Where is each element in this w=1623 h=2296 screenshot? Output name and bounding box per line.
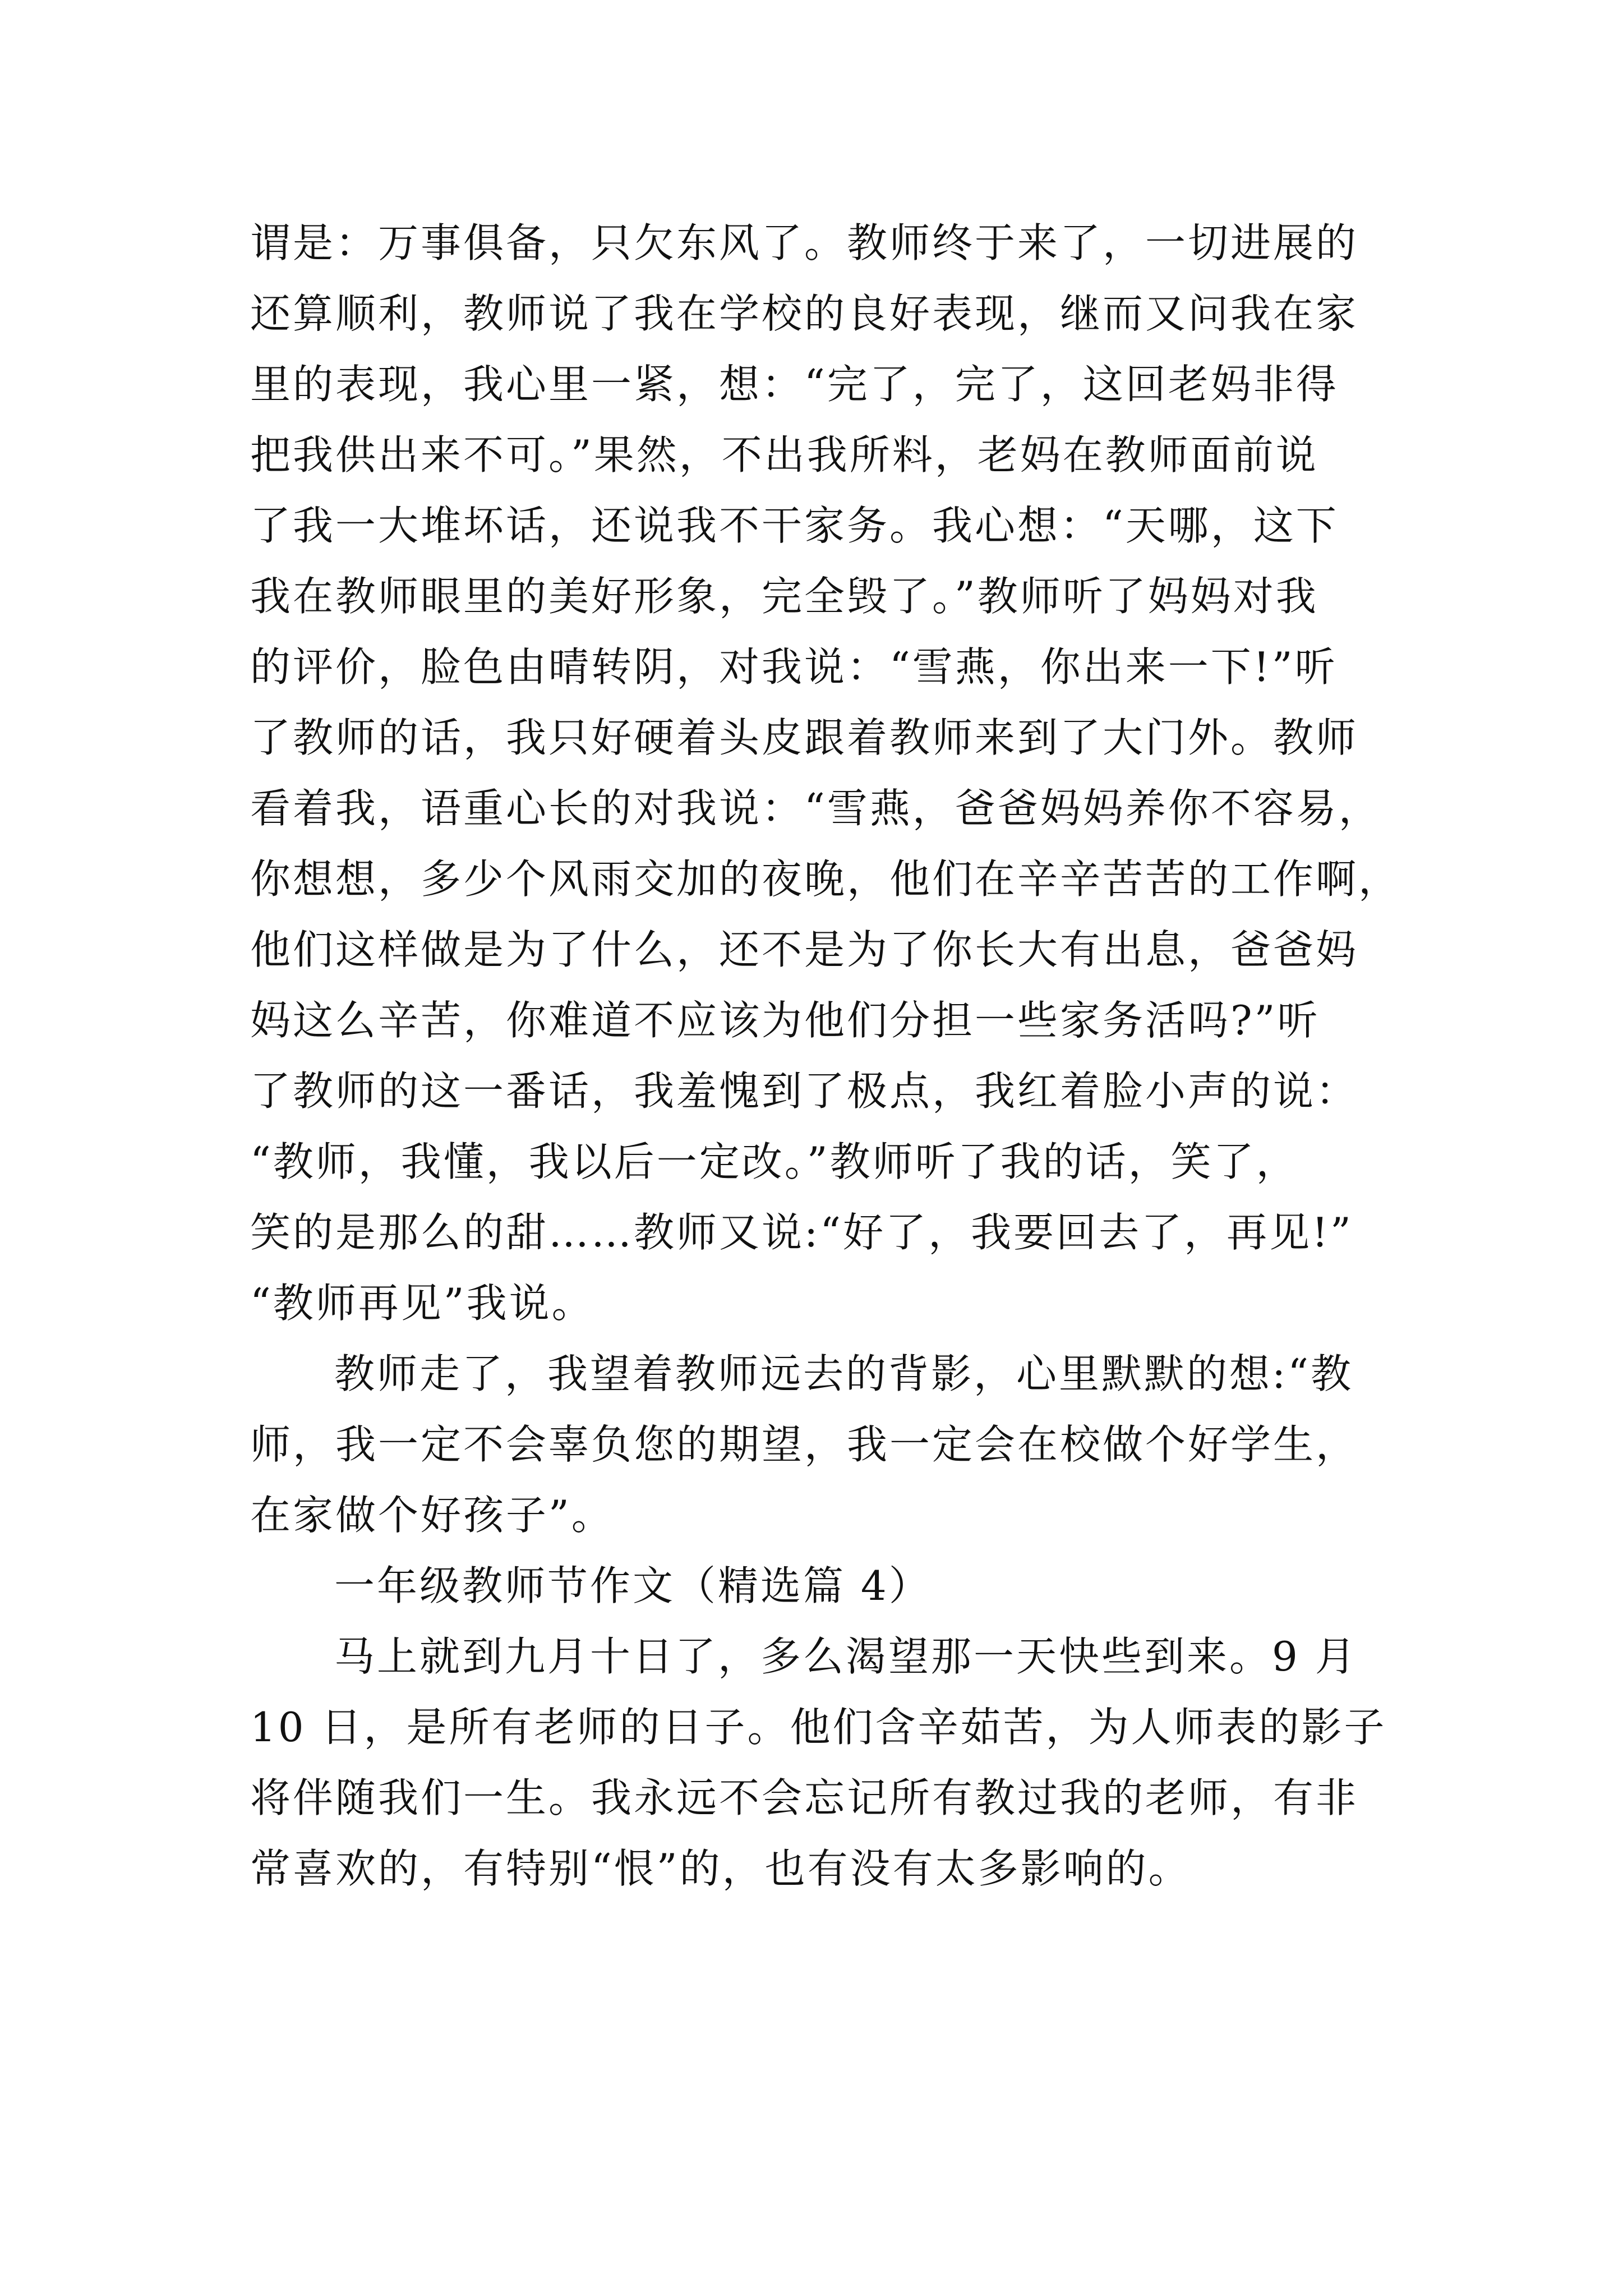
text-line: 里的表现，我心里一紧，想：“完了，完了，这回老妈非得	[250, 361, 1339, 408]
text-line: 常喜欢的，有特别“恨”的，也有没有太多影响的。	[250, 1845, 1191, 1892]
text-line: 了教师的话，我只好硬着头皮跟着教师来到了大门外。教师	[250, 714, 1359, 761]
section-heading: 一年级教师节作文（精选篇 4）	[334, 1562, 932, 1609]
text-line: 师，我一定不会辜负您的期望，我一定会在校做个好学生，	[250, 1421, 1359, 1468]
text-line: “教师再见”我说。	[250, 1280, 594, 1327]
text-line: 他们这样做是为了什么，还不是为了你长大有出息，爸爸妈	[250, 926, 1359, 973]
text-line: 谓是：万事俱备，只欠东风了。教师终于来了，一切进展的	[250, 219, 1359, 266]
paragraph-start-line: 教师走了，我望着教师远去的背影，心里默默的想:“教	[334, 1350, 1354, 1397]
text-line: 10 日，是所有老师的日子。他们含辛茹苦，为人师表的影子	[250, 1704, 1387, 1751]
text-line: 看着我，语重心长的对我说：“雪燕，爸爸妈妈养你不容易，	[250, 785, 1381, 832]
text-line: 在家做个好孩子”。	[250, 1492, 614, 1539]
text-line: “教师，我懂，我以后一定改。”教师听了我的话，笑了，	[250, 1138, 1299, 1185]
text-line: 笑的是那么的甜……教师又说:“好了，我要回去了，再见!”	[250, 1209, 1353, 1256]
text-line: 妈这么辛苦，你难道不应该为他们分担一些家务活吗?”听	[250, 997, 1320, 1044]
text-line: 了教师的这一番话，我羞愧到了极点，我红着脸小声的说：	[250, 1068, 1359, 1115]
essay-text	[250, 208, 1428, 1904]
text-line: 了我一大堆坏话，还说我不干家务。我心想：“天哪，这下	[250, 502, 1339, 549]
paragraph-start-line: 马上就到九月十日了，多么渴望那一天快些到来。9 月	[334, 1633, 1358, 1680]
text-line: 把我供出来不可。”果然，不出我所料，老妈在教师面前说	[250, 431, 1318, 478]
text-line: 将伴随我们一生。我永远不会忘记所有教过我的老师，有非	[250, 1774, 1359, 1821]
text-line: 还算顺利，教师说了我在学校的良好表现，继而又问我在家	[250, 290, 1359, 337]
text-line: 我在教师眼里的美好形象，完全毁了。”教师听了妈妈对我	[250, 573, 1318, 620]
text-line: 的评价，脸色由晴转阴，对我说：“雪燕，你出来一下!”听	[250, 643, 1338, 691]
text-line: 你想想，多少个风雨交加的夜晚，他们在辛辛苦苦的工作啊，	[250, 855, 1401, 903]
